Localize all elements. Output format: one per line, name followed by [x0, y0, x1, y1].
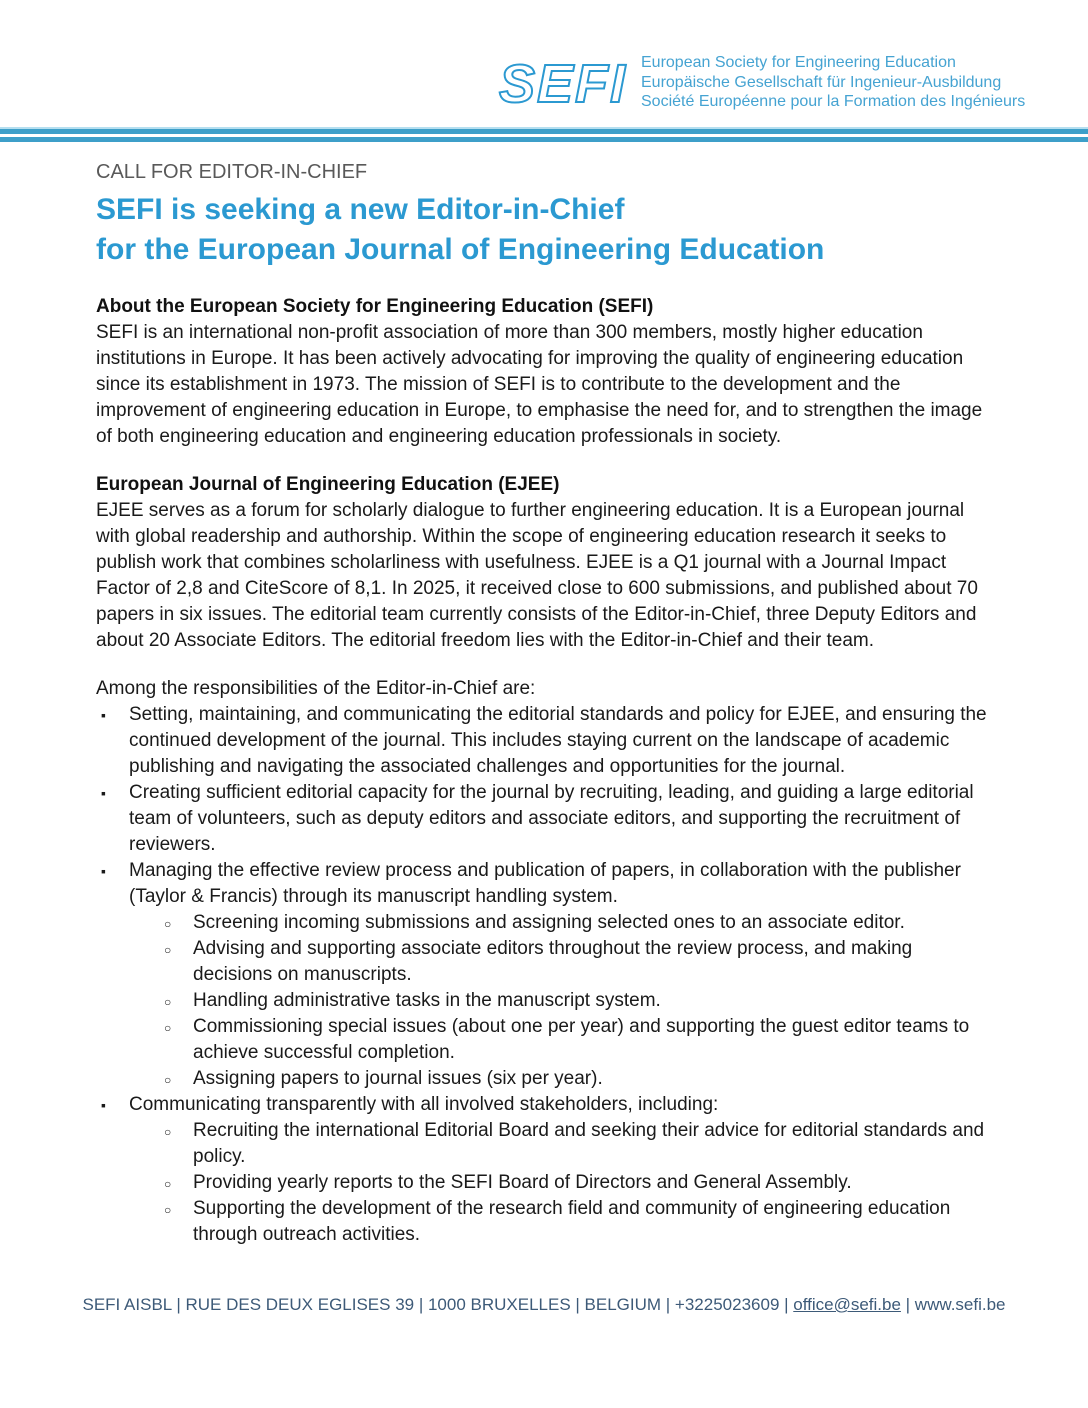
responsibilities-intro: Among the responsibilities of the Editor-in-Chief are: — [96, 678, 536, 699]
about-section — [96, 294, 992, 450]
page-title — [96, 190, 992, 270]
sub-list-item — [162, 1170, 992, 1196]
responsibilities-list — [96, 702, 992, 1248]
list-item-text: Creating sufficient editorial capacity for the journal by recruiting, leading, and guiding a large editorial team of volunteers, such as deputy editors and associate editors, and supporting the recruitment of reviewers. — [129, 782, 974, 855]
page-header — [0, 0, 1088, 127]
sub-list — [129, 910, 992, 1092]
header-divider — [0, 127, 1088, 142]
sub-list-item-text: Recruiting the international Editorial Board and seeking their advice for editorial standards and policy. — [193, 1120, 985, 1167]
sefi-logo-icon — [497, 50, 629, 114]
sub-list-item — [162, 1014, 992, 1066]
divider-line — [0, 137, 1088, 142]
sub-list-item-text: Supporting the development of the research field and community of engineering education through outreach activities. — [193, 1198, 951, 1245]
org-name-german: Europäische Gesellschaft für Ingenieur-Ausbildung — [641, 73, 1002, 91]
ejee-paragraph: EJEE serves as a forum for scholarly dialogue to further engineering education. It is a European journal with global readership and authorship. Within the scope of engineering education research it seeks to publish work that combines scholarliness with usefulness. EJEE is a Q1 journal with a Journal Impact Factor of 2,8 and CiteScore of 8,1. In 2025, it received close to 600 submissions, and published about 70 papers in six issues. The editorial team currently consists of the Editor-in-Chief, three Deputy Editors and about 20 Associate Editors. The editorial freedom lies with the Editor-in-Chief and their team. — [96, 500, 978, 651]
sub-list-item-text: Advising and supporting associate editors throughout the review process, and making decisions on manuscripts. — [193, 938, 913, 985]
footer-text-before: SEFI AISBL | RUE DES DEUX EGLISES 39 | 1000 BRUXELLES | BELGIUM | +3225023609 | — [82, 1295, 794, 1314]
list-item — [96, 702, 992, 780]
sub-list-item — [162, 1066, 992, 1092]
sefi-logo-text: SEFI — [499, 54, 628, 114]
sub-list-item-text: Providing yearly reports to the SEFI Board of Directors and General Assembly. — [193, 1172, 852, 1193]
list-item-text: Setting, maintaining, and communicating the editorial standards and policy for EJEE, and ensuring the continued development of the journal. This includes staying current on the landscape of academic publishing and navigating the associated challenges and opportunities for the journal. — [129, 704, 987, 777]
org-name-english: European Society for Engineering Education — [641, 54, 956, 71]
list-item-text: Communicating transparently with all involved stakeholders, including: — [129, 1094, 719, 1115]
footer — [0, 1294, 1088, 1316]
sub-list-item — [162, 1118, 992, 1170]
org-name-french: Société Européenne pour la Formation des Ingénieurs — [641, 93, 1026, 110]
ejee-heading: European Journal of Engineering Education (EJEE) — [96, 474, 560, 495]
sub-list-item — [162, 936, 992, 988]
organization-names — [641, 50, 1025, 112]
list-item-text: Managing the effective review process and publication of papers, in collaboration with the publisher (Taylor & Francis) through its manuscript handling system. — [129, 860, 961, 907]
sefi-logo-svg — [497, 50, 629, 114]
footer-email-link[interactable]: office@sefi.be — [793, 1295, 901, 1314]
about-paragraph: SEFI is an international non-profit association of more than 300 members, mostly higher education institutions in Europe. It has been actively advocating for improving the quality of engineering education since its establishment in 1973. The mission of SEFI is to contribute to the development and the improvement of engineering education in Europe, to emphasise the need for, and to strengthen the image of both engineering education and engineering education professionals in society. — [96, 322, 983, 447]
sub-list-item — [162, 1196, 992, 1248]
sub-list-item-text: Assigning papers to journal issues (six per year). — [193, 1068, 603, 1089]
list-item — [96, 858, 992, 1092]
sub-list-item-text: Commissioning special issues (about one per year) and supporting the guest editor teams to achieve successful completion. — [193, 1016, 970, 1063]
kicker-text: CALL FOR EDITOR-IN-CHIEF — [96, 161, 368, 183]
footer-text-after: | www.sefi.be — [900, 1295, 1006, 1314]
sub-list-item — [162, 910, 992, 936]
about-heading: About the European Society for Engineering Education (SEFI) — [96, 296, 654, 317]
sub-list — [129, 1118, 992, 1248]
responsibilities-section — [96, 676, 992, 1248]
page-title-line2: for the European Journal of Engineering Education — [96, 233, 825, 266]
document-body — [96, 160, 992, 1248]
page-title-line1: SEFI is seeking a new Editor-in-Chief — [96, 193, 625, 226]
sub-list-item-text: Screening incoming submissions and assigning selected ones to an associate editor. — [193, 912, 905, 933]
sub-list-item-text: Handling administrative tasks in the manuscript system. — [193, 990, 661, 1011]
ejee-section — [96, 472, 992, 654]
list-item — [96, 1092, 992, 1248]
sub-list-item — [162, 988, 992, 1014]
list-item — [96, 780, 992, 858]
